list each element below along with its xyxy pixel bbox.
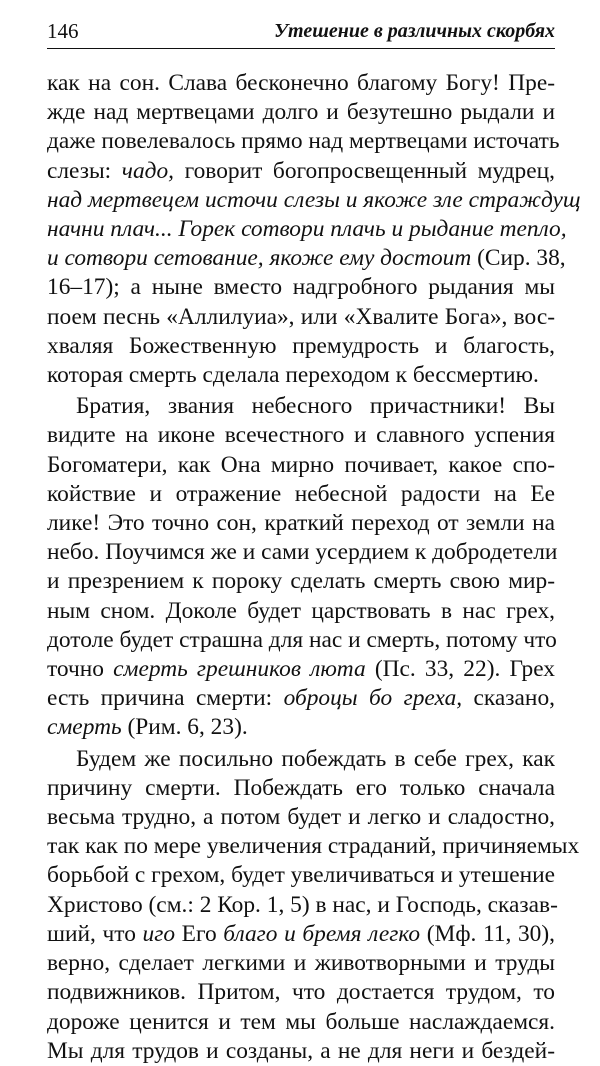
text-segment: (Сир. 38, xyxy=(471,245,566,272)
paragraph xyxy=(47,745,580,1066)
text-line xyxy=(47,186,581,215)
text-segment: говорит богопросвещенный мудрец, xyxy=(174,157,555,184)
italic-quote: и сотвори сетование, якоже ему достоит xyxy=(47,245,472,272)
text-segment: Христово (см.: 2 Кор. 1, 5) в нас, и Господь, сказав- xyxy=(47,891,558,918)
text-line xyxy=(47,127,560,156)
text-segment: которая смерть сделала переходом к бессмертию. xyxy=(47,362,539,389)
text-line xyxy=(47,745,555,774)
text-segment: дороже ценится и тем мы больше наслаждаемся. xyxy=(47,1008,555,1035)
text-line xyxy=(47,949,555,978)
paragraph xyxy=(47,392,558,742)
italic-quote: оброцы бо греха, xyxy=(283,685,463,712)
italic-quote: над мертвецем источи слезы и якоже зле страждущ xyxy=(47,186,581,213)
text-segment: (Мф. 11, 30), xyxy=(420,920,555,947)
text-segment: жде над мертвецами долго и безутешно рыдали и xyxy=(47,99,555,126)
text-line xyxy=(47,655,555,684)
text-segment: видите на иконе всечестного и славного успения xyxy=(47,422,555,449)
text-line xyxy=(47,303,555,332)
page-number: 146 xyxy=(47,19,79,43)
text-line xyxy=(47,803,555,832)
text-line xyxy=(47,332,555,361)
text-segment: Богоматери, как Она мирно почивает, какое спо- xyxy=(47,451,555,478)
text-segment: слезы: xyxy=(47,157,122,184)
text-line xyxy=(47,361,555,390)
text-segment: койствие и отражение небесной радости на Ее xyxy=(47,480,555,507)
text-segment: Мы для трудов и созданы, а не для неги и бездей- xyxy=(47,1037,555,1064)
text-segment: лике! Это точно сон, краткий переход от земли на xyxy=(47,510,555,537)
text-line xyxy=(47,215,567,244)
text-segment: Братия, звания небесного причастники! Вы xyxy=(76,393,555,420)
text-line xyxy=(47,597,555,626)
text-line xyxy=(47,509,555,538)
paragraph xyxy=(47,69,581,390)
text-line xyxy=(47,480,555,509)
text-line xyxy=(47,713,555,742)
text-line xyxy=(47,832,580,861)
text-line xyxy=(47,98,555,127)
text-segment: даже повелевалось прямо над мертвецами источать xyxy=(47,128,560,155)
text-segment: поем песнь «Аллилуиа», или «Хвалите Бога», вос- xyxy=(47,303,555,330)
italic-quote: иго xyxy=(142,920,176,947)
text-line xyxy=(47,392,555,421)
text-segment: борьбой с грехом, будет увеличиваться и утешение xyxy=(47,862,555,889)
text-segment: подвижников. Притом, что достается трудом, то xyxy=(47,979,555,1006)
text-segment: причину смерти. Побеждать его только сначала xyxy=(47,774,555,801)
text-segment: верно, сделает легкими и животворными и труды xyxy=(47,950,555,977)
italic-quote: чадо, xyxy=(121,157,175,184)
text-segment: дотоле будет страшна для нас и смерть, потому что xyxy=(47,626,557,653)
text-line xyxy=(47,861,555,890)
text-segment: сказано, xyxy=(462,685,555,712)
text-line xyxy=(47,567,555,596)
text-segment: Его xyxy=(175,920,224,947)
text-segment: 16–17); а ныне вместо надгробного рыдания мы xyxy=(47,274,555,301)
italic-quote: смерть xyxy=(47,714,122,741)
text-segment: ным сном. Доколе будет царствовать в нас грех, xyxy=(47,597,555,624)
text-line xyxy=(47,1037,555,1066)
text-line xyxy=(47,626,555,655)
text-segment: (Рим. 6, 23). xyxy=(121,714,248,741)
text-line xyxy=(47,244,566,273)
text-line xyxy=(47,157,555,186)
text-line xyxy=(47,774,555,803)
text-segment: (Пс. 33, 22). Грех xyxy=(365,656,555,683)
italic-quote: смерть грешников люта xyxy=(113,656,366,683)
text-line xyxy=(47,421,555,450)
text-line xyxy=(47,684,555,713)
text-segment: небо. Поучимся же и сами усердием к добродетели xyxy=(47,539,558,566)
text-line xyxy=(47,978,555,1007)
text-line xyxy=(47,69,555,98)
text-line xyxy=(47,538,558,567)
text-segment: ший, что xyxy=(47,920,143,947)
text-line xyxy=(47,273,555,302)
text-segment: так как по мере увеличения страданий, причиняемых xyxy=(47,833,580,860)
page-header xyxy=(47,18,555,49)
text-segment: есть причина смерти: xyxy=(47,685,284,712)
text-line xyxy=(47,920,555,949)
text-segment: и презрением к пороку сделать смерть свою мир- xyxy=(47,568,555,595)
text-line xyxy=(47,1008,555,1037)
text-line xyxy=(47,891,558,920)
body-text xyxy=(47,69,581,1066)
text-segment: как на сон. Слава бесконечно благому Богу! Пре- xyxy=(47,70,555,96)
text-segment: точно xyxy=(47,656,114,683)
running-title: Утешение в различных скорбях xyxy=(274,20,555,42)
text-segment: хваляя Божественную премудрость и благость, xyxy=(47,332,555,359)
text-segment: Будем же посильно побеждать в себе грех, как xyxy=(76,745,555,772)
italic-quote: начни плач... Горек сотвори плачь и рыдание тепло, xyxy=(47,216,567,243)
text-line xyxy=(47,451,555,480)
italic-quote: благо и бремя легко xyxy=(223,920,421,947)
text-segment: весьма трудно, а потом будет и легко и сладостно, xyxy=(47,804,555,831)
